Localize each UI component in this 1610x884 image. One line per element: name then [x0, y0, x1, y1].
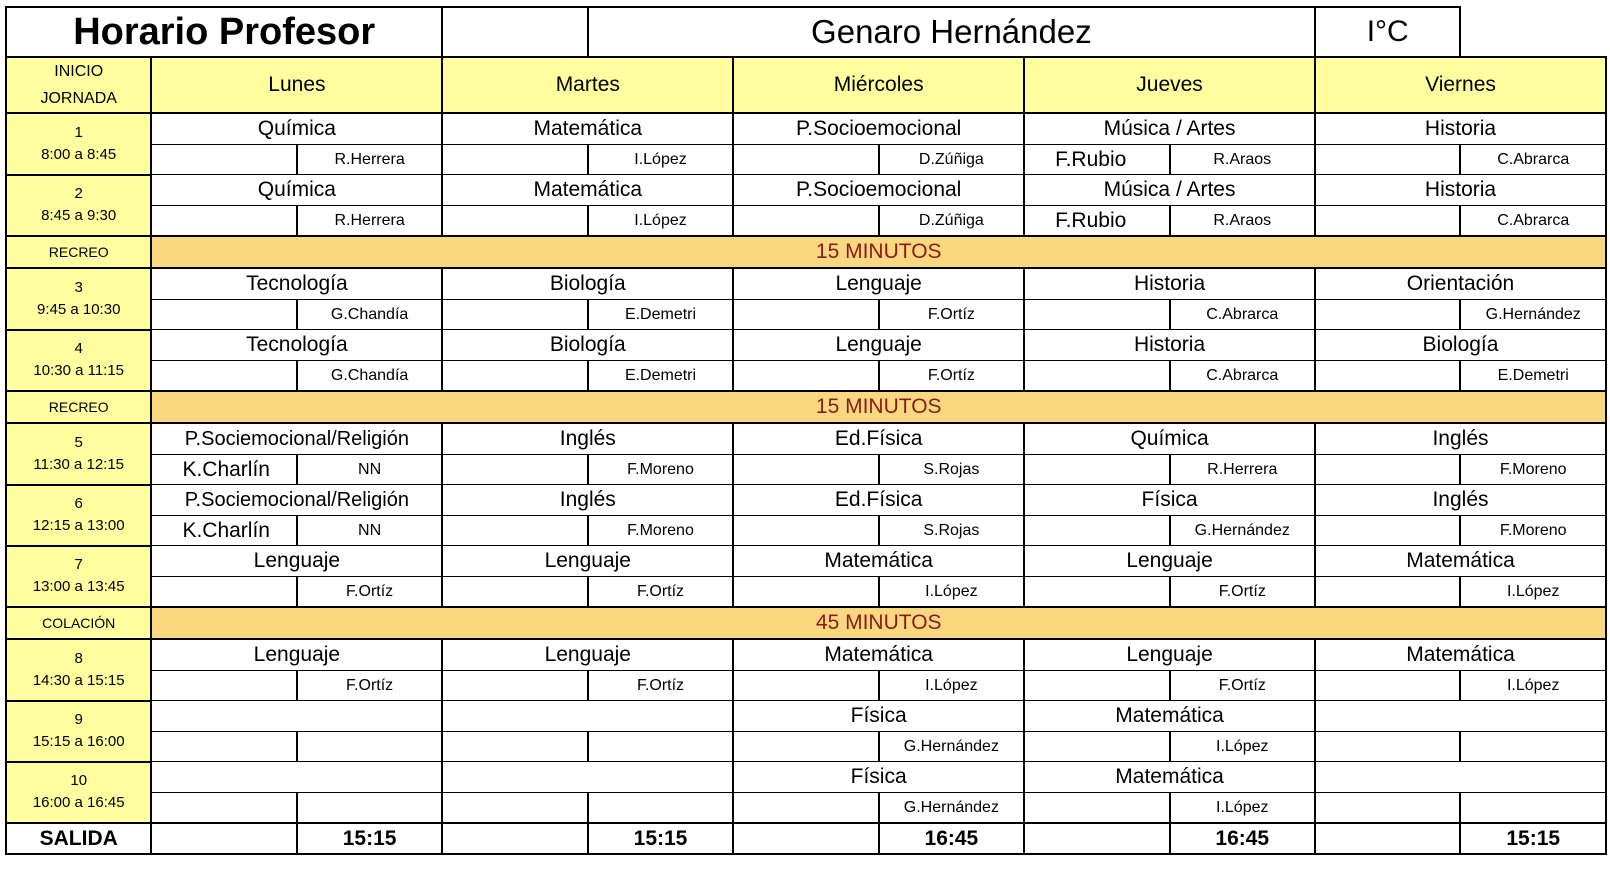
- subject-cell: Tecnología: [151, 268, 442, 300]
- teacher-cell: D.Zúñiga: [879, 206, 1024, 237]
- break-duration: 15 MINUTOS: [151, 391, 1606, 423]
- teacher-blank-cell: [1024, 671, 1169, 701]
- day-header-row: [6, 57, 1606, 113]
- subject-cell: Música / Artes: [1024, 113, 1315, 145]
- subject-cell: Lenguaje: [733, 330, 1024, 361]
- teacher-cell: I.López: [1170, 793, 1315, 824]
- period-label: [6, 546, 151, 608]
- period-time: 9:45 a 10:30: [37, 300, 121, 318]
- subject-cell: Tecnología: [151, 330, 442, 361]
- break-label: RECREO: [6, 391, 151, 423]
- teacher-blank-cell: [442, 516, 587, 546]
- subject-cell: Historia: [1024, 330, 1315, 361]
- teacher-cell: G.Chandía: [297, 300, 442, 330]
- period-number: 5: [74, 433, 83, 451]
- period-number: 7: [74, 556, 83, 574]
- teacher-cell: F.Moreno: [588, 516, 733, 546]
- teacher-blank-cell: [1024, 793, 1169, 824]
- exit-blank-cell: [1024, 823, 1169, 854]
- teacher-blank-cell: [151, 577, 296, 608]
- teacher-blank-cell: [1315, 671, 1460, 701]
- teacher-blank-cell: [733, 671, 878, 701]
- break-row: [6, 391, 1606, 423]
- teacher-cell: E.Demetri: [588, 361, 733, 392]
- teacher-cell: F.Moreno: [588, 455, 733, 485]
- exit-time: 15:15: [1460, 823, 1606, 854]
- teacher-cell: E.Demetri: [1460, 361, 1606, 392]
- teacher-cell: G.Hernández: [1170, 516, 1315, 546]
- teacher-blank-cell: [733, 516, 878, 546]
- day-header-martes: Martes: [442, 57, 733, 113]
- period-time: 16:00 a 16:45: [32, 794, 125, 812]
- subject-cell: Biología: [1315, 330, 1606, 361]
- teacher-cell: G.Hernández: [879, 732, 1024, 762]
- subject-cell: Lenguaje: [442, 546, 733, 577]
- period-row: [6, 762, 1606, 793]
- period-label: [6, 423, 151, 485]
- period-time: 14:30 a 15:15: [32, 671, 125, 689]
- period-row: [6, 485, 1606, 516]
- subject-cell: Lenguaje: [1024, 639, 1315, 671]
- teacher-cell: I.López: [588, 206, 733, 237]
- co-teacher-cell: F.Rubio: [1024, 206, 1169, 237]
- exit-row: [6, 823, 1606, 854]
- subject-cell: Física: [1024, 485, 1315, 516]
- teacher-cell: C.Abrarca: [1460, 206, 1606, 237]
- subject-cell: Lenguaje: [733, 268, 1024, 300]
- header-row: [6, 7, 1606, 57]
- period-label: [6, 762, 151, 824]
- break-label: RECREO: [6, 236, 151, 268]
- subject-cell: Matemática: [733, 639, 1024, 671]
- period-time: 12:15 a 13:00: [32, 517, 125, 534]
- teacher-blank-cell: [733, 361, 878, 392]
- subject-cell: Inglés: [1315, 423, 1606, 455]
- teacher-blank-cell: [733, 577, 878, 608]
- subject-cell: P.Socioemocional: [733, 175, 1024, 206]
- period-label: [6, 175, 151, 237]
- teacher-cell: NN: [297, 455, 442, 485]
- teacher-cell: F.Ortíz: [1170, 577, 1315, 608]
- period-label: [6, 701, 151, 762]
- exit-blank-cell: [151, 823, 296, 854]
- teacher-blank-cell: [1315, 206, 1460, 237]
- subject-cell: Biología: [442, 330, 733, 361]
- subject-cell: Lenguaje: [151, 639, 442, 671]
- inicio-label-line1: INICIO: [54, 63, 104, 80]
- subject-cell: Matemática: [442, 113, 733, 145]
- teacher-cell: I.López: [588, 145, 733, 175]
- subject-cell: P.Socioemocional: [733, 113, 1024, 145]
- break-row: [6, 607, 1606, 639]
- exit-blank-cell: [1315, 823, 1460, 854]
- page-title: Horario Profesor: [6, 7, 442, 57]
- subject-cell: Historia: [1024, 268, 1315, 300]
- period-number: 1: [74, 123, 83, 141]
- teacher-blank-cell: [1024, 577, 1169, 608]
- teacher-schedule-table: [5, 6, 1607, 855]
- day-header-viernes: Viernes: [1315, 57, 1606, 113]
- teacher-cell: C.Abrarca: [1460, 145, 1606, 175]
- subject-cell: Inglés: [1315, 485, 1606, 516]
- exit-blank-cell: [442, 823, 587, 854]
- teacher-cell: I.López: [1460, 577, 1606, 608]
- day-header-lunes: Lunes: [151, 57, 442, 113]
- subject-cell: Matemática: [1315, 639, 1606, 671]
- subject-cell: Matemática: [733, 546, 1024, 577]
- period-row: [6, 113, 1606, 145]
- subject-cell: Química: [151, 175, 442, 206]
- teacher-cell: F.Ortíz: [588, 671, 733, 701]
- teacher-cell: F.Ortíz: [588, 577, 733, 608]
- teacher-cell: R.Herrera: [1170, 455, 1315, 485]
- subject-cell: [151, 701, 442, 732]
- period-label: [6, 639, 151, 701]
- subject-cell: [442, 701, 733, 732]
- subject-cell: Física: [733, 762, 1024, 793]
- period-label: [6, 485, 151, 546]
- teacher-blank-cell: [442, 145, 587, 175]
- subject-cell: Historia: [1315, 175, 1606, 206]
- period-row: [6, 423, 1606, 455]
- class-name: I°C: [1315, 7, 1460, 57]
- teacher-cell: S.Rojas: [879, 455, 1024, 485]
- subject-cell: Matemática: [1315, 546, 1606, 577]
- teacher-cell: D.Zúñiga: [879, 145, 1024, 175]
- teacher-blank-cell: [151, 793, 296, 824]
- teacher-row: [6, 793, 1606, 824]
- teacher-row: [6, 300, 1606, 330]
- inicio-label-line2: JORNADA: [40, 90, 117, 107]
- co-teacher-cell: F.Rubio: [1024, 145, 1169, 175]
- teacher-blank-cell: [1315, 455, 1460, 485]
- subject-cell: Lenguaje: [151, 546, 442, 577]
- period-label: [6, 330, 151, 392]
- teacher-row: [6, 455, 1606, 485]
- subject-cell: Orientación: [1315, 268, 1606, 300]
- teacher-cell: C.Abrarca: [1170, 300, 1315, 330]
- subject-cell: Música / Artes: [1024, 175, 1315, 206]
- teacher-blank-cell: [151, 300, 296, 330]
- teacher-cell: F.Ortíz: [297, 671, 442, 701]
- period-label: [6, 268, 151, 330]
- period-time: 8:00 a 8:45: [41, 145, 117, 163]
- period-time: 10:30 a 11:15: [33, 362, 125, 380]
- period-number: 10: [70, 772, 88, 790]
- subject-cell: Lenguaje: [1024, 546, 1315, 577]
- subject-cell: Biología: [442, 268, 733, 300]
- teacher-row: [6, 671, 1606, 701]
- teacher-cell: I.López: [879, 577, 1024, 608]
- teacher-blank-cell: [442, 577, 587, 608]
- period-number: 3: [74, 278, 83, 296]
- teacher-row: [6, 732, 1606, 762]
- teacher-cell: I.López: [1170, 732, 1315, 762]
- subject-cell: [1315, 762, 1606, 793]
- teacher-blank-cell: [1315, 732, 1460, 762]
- subject-cell: Historia: [1315, 113, 1606, 145]
- teacher-cell: F.Ortíz: [297, 577, 442, 608]
- teacher-blank-cell: [151, 671, 296, 701]
- teacher-blank-cell: [442, 671, 587, 701]
- teacher-cell: R.Araos: [1170, 206, 1315, 237]
- teacher-cell: F.Ortíz: [879, 300, 1024, 330]
- teacher-name: Genaro Hernández: [588, 7, 1315, 57]
- teacher-blank-cell: [151, 732, 296, 762]
- teacher-blank-cell: [151, 145, 296, 175]
- subject-cell: Ed.Física: [733, 485, 1024, 516]
- co-teacher-cell: K.Charlín: [151, 455, 296, 485]
- teacher-cell: F.Ortíz: [1170, 671, 1315, 701]
- subject-cell: [1315, 701, 1606, 732]
- subject-cell: Física: [733, 701, 1024, 732]
- break-label: COLACIÓN: [6, 607, 151, 639]
- teacher-row: [6, 516, 1606, 546]
- teacher-blank-cell: [1024, 300, 1169, 330]
- teacher-cell: [297, 732, 442, 762]
- period-time: 8:45 a 9:30: [41, 207, 117, 225]
- salida-label: SALIDA: [6, 823, 151, 854]
- subject-cell: Química: [151, 113, 442, 145]
- subject-cell: P.Sociemocional/Religión: [151, 423, 442, 455]
- period-time: 11:30 a 12:15: [33, 455, 125, 473]
- teacher-blank-cell: [1024, 455, 1169, 485]
- period-row: [6, 175, 1606, 206]
- teacher-cell: S.Rojas: [879, 516, 1024, 546]
- subject-cell: Matemática: [442, 175, 733, 206]
- subject-cell: Inglés: [442, 423, 733, 455]
- subject-cell: [442, 762, 733, 793]
- break-duration: 45 MINUTOS: [151, 607, 1606, 639]
- teacher-blank-cell: [733, 455, 878, 485]
- exit-time: 16:45: [1170, 823, 1315, 854]
- subject-cell: Matemática: [1024, 762, 1315, 793]
- teacher-cell: [588, 732, 733, 762]
- teacher-cell: R.Araos: [1170, 145, 1315, 175]
- teacher-blank-cell: [1024, 516, 1169, 546]
- teacher-blank-cell: [151, 206, 296, 237]
- subject-cell: Inglés: [442, 485, 733, 516]
- teacher-blank-cell: [733, 793, 878, 824]
- period-time: 13:00 a 13:45: [32, 578, 125, 596]
- period-number: 8: [74, 649, 83, 667]
- subject-cell: [151, 762, 442, 793]
- teacher-cell: [1460, 732, 1606, 762]
- period-row: [6, 639, 1606, 671]
- inicio-jornada-label: [6, 57, 151, 113]
- exit-time: 16:45: [879, 823, 1024, 854]
- teacher-blank-cell: [733, 145, 878, 175]
- teacher-row: [6, 145, 1606, 175]
- teacher-cell: F.Moreno: [1460, 455, 1606, 485]
- period-number: 2: [74, 185, 83, 203]
- teacher-cell: I.López: [1460, 671, 1606, 701]
- period-row: [6, 268, 1606, 300]
- teacher-blank-cell: [1315, 577, 1460, 608]
- period-number: 9: [74, 711, 83, 728]
- exit-time: 15:15: [297, 823, 442, 854]
- break-row: [6, 236, 1606, 268]
- break-duration: 15 MINUTOS: [151, 236, 1606, 268]
- teacher-blank-cell: [1315, 145, 1460, 175]
- period-row: [6, 330, 1606, 361]
- teacher-blank-cell: [1024, 361, 1169, 392]
- teacher-blank-cell: [733, 732, 878, 762]
- teacher-cell: [588, 793, 733, 824]
- teacher-blank-cell: [733, 206, 878, 237]
- subject-cell: Química: [1024, 423, 1315, 455]
- teacher-blank-cell: [442, 732, 587, 762]
- teacher-cell: F.Moreno: [1460, 516, 1606, 546]
- teacher-blank-cell: [442, 206, 587, 237]
- teacher-cell: G.Hernández: [879, 793, 1024, 824]
- teacher-cell: F.Ortíz: [879, 361, 1024, 392]
- header-blank-cell: [442, 7, 587, 57]
- teacher-blank-cell: [442, 455, 587, 485]
- period-number: 4: [74, 340, 83, 358]
- teacher-blank-cell: [1315, 516, 1460, 546]
- teacher-cell: C.Abrarca: [1170, 361, 1315, 392]
- teacher-blank-cell: [151, 361, 296, 392]
- subject-cell: Matemática: [1024, 701, 1315, 732]
- period-time: 15:15 a 16:00: [32, 733, 125, 750]
- teacher-row: [6, 577, 1606, 608]
- subject-cell: P.Sociemocional/Religión: [151, 485, 442, 516]
- teacher-cell: R.Herrera: [297, 206, 442, 237]
- teacher-row: [6, 361, 1606, 392]
- period-row: [6, 701, 1606, 732]
- teacher-cell: E.Demetri: [588, 300, 733, 330]
- period-row: [6, 546, 1606, 577]
- teacher-cell: G.Hernández: [1460, 300, 1606, 330]
- subject-cell: Lenguaje: [442, 639, 733, 671]
- teacher-cell: R.Herrera: [297, 145, 442, 175]
- period-number: 6: [74, 495, 83, 512]
- period-label: [6, 113, 151, 175]
- teacher-row: [6, 206, 1606, 237]
- teacher-cell: NN: [297, 516, 442, 546]
- day-header-jueves: Jueves: [1024, 57, 1315, 113]
- exit-blank-cell: [733, 823, 878, 854]
- teacher-blank-cell: [442, 300, 587, 330]
- subject-cell: Ed.Física: [733, 423, 1024, 455]
- teacher-blank-cell: [442, 361, 587, 392]
- teacher-blank-cell: [442, 793, 587, 824]
- co-teacher-cell: K.Charlín: [151, 516, 296, 546]
- teacher-cell: G.Chandía: [297, 361, 442, 392]
- teacher-blank-cell: [1024, 732, 1169, 762]
- teacher-cell: I.López: [879, 671, 1024, 701]
- teacher-blank-cell: [1315, 361, 1460, 392]
- teacher-blank-cell: [1315, 793, 1460, 824]
- teacher-cell: [297, 793, 442, 824]
- teacher-blank-cell: [1315, 300, 1460, 330]
- day-header-miércoles: Miércoles: [733, 57, 1024, 113]
- exit-time: 15:15: [588, 823, 733, 854]
- teacher-blank-cell: [733, 300, 878, 330]
- teacher-cell: [1460, 793, 1606, 824]
